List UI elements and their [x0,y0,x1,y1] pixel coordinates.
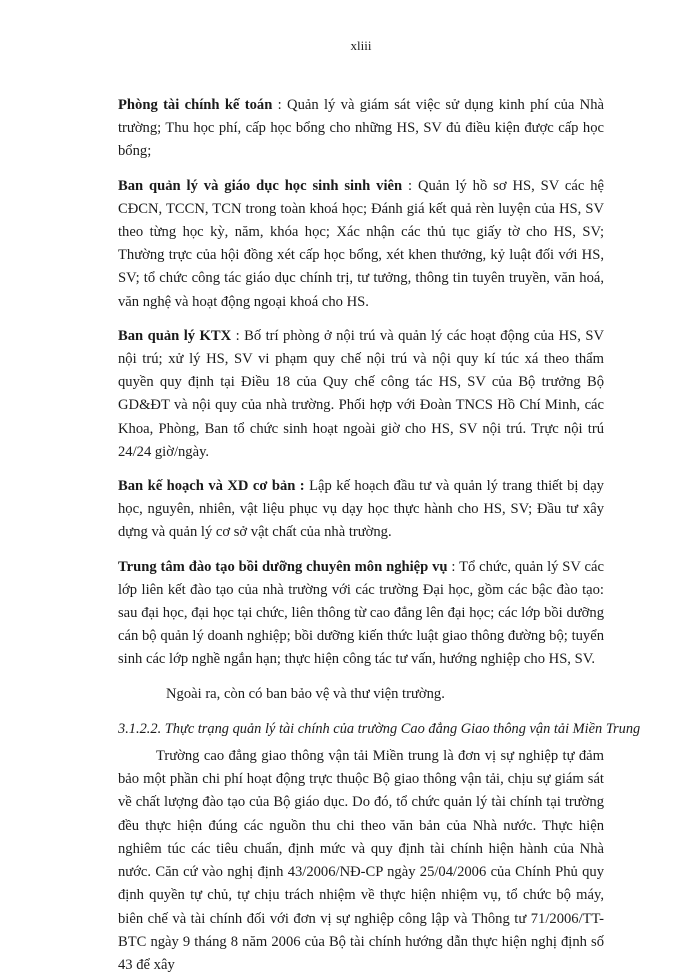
department-planning [118,475,604,545]
separator: : [231,327,245,344]
department-name: Ban quản lý và giáo dục học sinh sinh viên [118,177,403,194]
department-training-center [118,556,604,672]
department-description: Tổ chức, quản lý SV các lớp liên kết đào tạo của nhà trường với các trường Đại học, gồm các bậc đào tạo: sau đại học, đại học tại chức, liên thông từ cao đẳng lên đại học; các lớp bồi dưỡng cán bộ quản lý doanh nghiệp; bồi dưỡng kiến thức luật giao thông đường bộ; tuyển sinh các lớp nghề ngắn hạn; thực hiện công tác tư vấn, hướng nghiệp cho HS, SV. [118,558,604,668]
separator: : [272,97,288,113]
body-paragraph: Trường cao đẳng giao thông vận tải Miền trung là đơn vị sự nghiệp tự đảm bảo một phần chi phí hoạt động trực thuộc Bộ giao thông vận tải, chịu sự giám sát về chất lượng đào tạo của Bộ giáo dục. Do đó, tổ chức quản lý tài chính tại trường đều thực hiện đúng các nguồn thu chi theo văn bản của Nhà nước. Thực hiện nghiêm túc các tiêu chuẩn, định mức và quy định tài chính hiện hành của Nhà nước. Căn cứ vào nghị định 43/2006/NĐ-CP ngày 25/04/2006 của Chính Phủ quy định quyền tự chủ, tự chịu trách nhiệm về thực hiện nhiệm vụ, tổ chức bộ máy, biên chế và tài chính đối với đơn vị sự nghiệp công lập và Thông tư 71/2006/TT-BTC ngày 9 tháng 8 năm 2006 của Bộ tài chính hướng dẫn thực hiện nghị định số 43 để xây [118,748,604,973]
department-description: Bố trí phòng ở nội trú và quản lý các hoạt động của HS, SV nội trú; xử lý HS, SV vi phạm quy chế nội trú và nội quy kí túc xá theo thẩm quyền quy định tại Điều 18 của Quy chế công tác HS, SV của Bộ trưởng Bộ GD&ĐT và nội quy của nhà trường. Phối hợp với Đoàn TNCS Hồ Chí Minh, các Khoa, Phòng, Ban tổ chức sinh hoạt ngoài giờ cho HS, SV nội trú. Trực nội trú 24/24 giờ/ngày. [118,327,604,460]
page-number: xliii [350,38,372,53]
department-name: Ban kế hoạch và XD cơ bản : [118,478,305,495]
extra-note: Ngoài ra, còn có ban bảo vệ và thư viện trường. [166,685,445,702]
separator: : [402,177,418,194]
department-description: Lập kế hoạch đầu tư và quản lý trang thiết bị dạy học, nguyên, nhiên, vật liệu phục vụ dạy học thực hành cho HS, SV; Đầu tư xây dựng và quản lý cơ sở vật chất của nhà trường. [118,478,604,541]
department-dormitory [118,325,604,464]
department-finance [118,94,604,164]
department-name: Ban quản lý KTX [118,327,232,344]
separator: : [447,558,460,575]
subsection-heading: 3.1.2.2. Thực trạng quản lý tài chính của trường Cao đẳng Giao thông vận tải Miền Trung [118,720,641,737]
department-name: Trung tâm đào tạo bồi dưỡng chuyên môn nghiệp vụ [118,558,448,575]
department-description: Quản lý hồ sơ HS, SV các hệ CĐCN, TCCN, TCN trong toàn khoá học; Đánh giá kết quả rèn luyện của HS, SV theo từng học kỳ, năm, khóa học; Xác nhận các thủ tục giấy tờ cho HS, SV; Thường trực của hội đồng xét cấp học bổng, xét khen thưởng, kỷ luật đối với HS, SV; tổ chức công tác giáo dục chính trị, tư tưởng, thông tin tuyên truyền, văn hoá, văn nghệ và hoạt động ngoại khoá cho HS. [118,177,604,310]
department-description: Quản lý và giám sát việc sử dụng kinh phí của Nhà trường; Thu học phí, cấp học bổng cho những HS, SV đủ điều kiện được cấp học bổng; [118,97,604,160]
department-name: Phòng tài chính kế toán [118,97,273,113]
department-student-affairs [118,175,604,314]
